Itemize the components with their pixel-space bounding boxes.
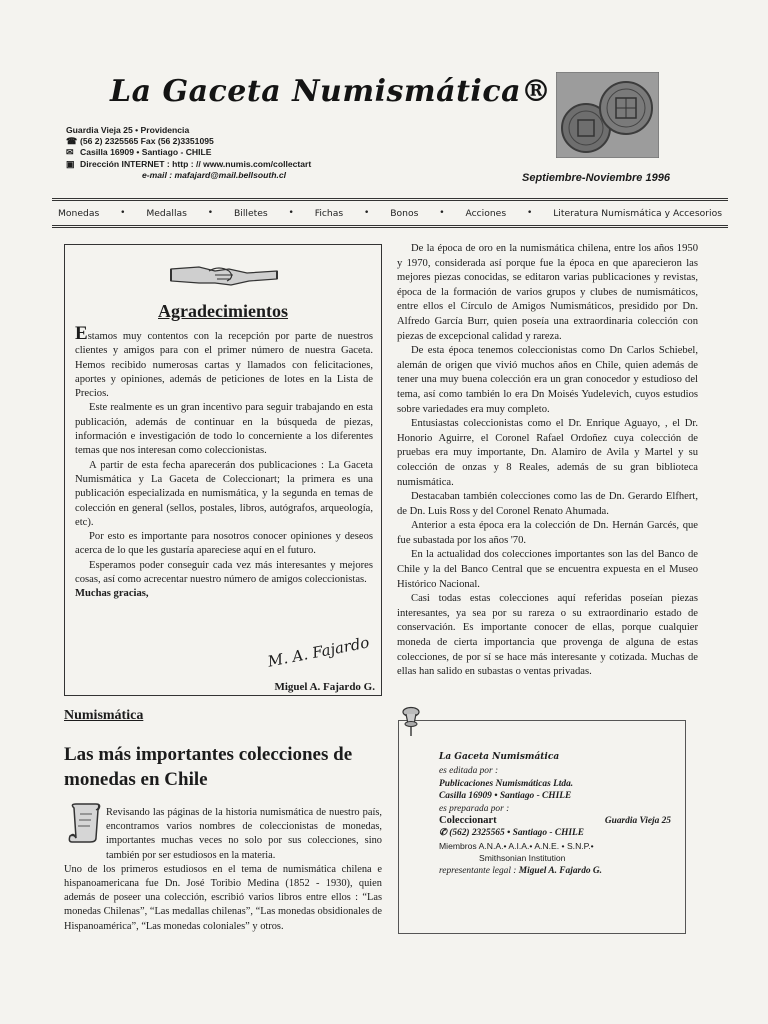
telephone-icon: ✆ bbox=[439, 828, 450, 839]
edited-by-label: es editada por : bbox=[439, 766, 499, 777]
category-acciones: Acciones bbox=[465, 207, 507, 219]
thanks-paragraph bbox=[75, 323, 373, 401]
thanks-box bbox=[64, 244, 382, 696]
preparer-row bbox=[439, 815, 671, 827]
internet-line bbox=[66, 159, 366, 170]
bullet-separator: • bbox=[364, 208, 370, 218]
history-paragraph: De esta época tenemos coleccionistas como Dn Carlos Schiebel, alemán de origen que vivió muchos años en Chile, quien además de tener una muy buena colección era un gran conocedor y estudioso del tema, así como también lo era Dn Moisés Yudelevich, cuyos estudios sobre variedades era muy completo. bbox=[397, 345, 698, 415]
email-text[interactable]: e-mail : mafajard@mail.bellsouth.cl bbox=[142, 169, 287, 180]
push-pin-icon bbox=[400, 706, 422, 736]
history-paragraph: Entusiastas coleccionistas como el Dr. Enrique Aguayo, , el Dr. Honorio Aguirre, el Coronel Rafael Ordoñez cuya colección de pruebas era muy importante, Dn. Alamiro de Avila y Martel y su colección de onzas y 8 Reales, además de su gran biblioteca numismática. bbox=[397, 418, 698, 488]
address-text: Guardia Vieja 25 • Providencia bbox=[66, 125, 190, 135]
address-line bbox=[66, 125, 366, 136]
article-body bbox=[64, 806, 382, 934]
issue-date: Septiembre-Noviembre 1996 bbox=[522, 172, 670, 184]
history-paragraph: De la época de oro en la numismática chilena, entre los años 1950 y 1970, considerada así porque fue la época en que aparecieron las mejores piezas conocidas, se editaron varias publicaciones y revistas, época de la formación de varios grupos y clubes de numismáticos, entre ellos el Círculo de Amigos Numismáticos, presidido por Dn. Alfredo García Burr, quien poseía una extraordinaria colección con piezas de excepcional calidad y rareza. bbox=[397, 243, 698, 342]
internet-text[interactable]: Dirección INTERNET : http : // www.numis.com/collectart bbox=[80, 158, 312, 169]
legal-label: representante legal : bbox=[439, 865, 517, 876]
category-monedas: Monedas bbox=[58, 207, 100, 219]
colophon-phone-line bbox=[439, 827, 671, 839]
legal-name: Miguel A. Fajardo G. bbox=[518, 865, 603, 876]
publisher-name: Publicaciones Numismáticas Ltda. bbox=[439, 778, 574, 789]
phone-line bbox=[66, 136, 366, 147]
signer-name: Miguel A. Fajardo G. bbox=[274, 681, 375, 693]
preparer-name: Coleccionart bbox=[439, 815, 497, 827]
bullet-separator: • bbox=[120, 208, 126, 218]
thanks-title: Agradecimientos bbox=[158, 301, 288, 321]
section-label: Numismática bbox=[64, 708, 144, 723]
article-paragraph: Uno de los primeros estudiosos en el tema de numismática chilena e hispanoamericana fue Dn. José Toribio Medina (1852 - 1930), quien además de poseer una colección, escribió varios libros entre ellos : “Las monedas Chilenas”, “Las medallas chilenas”, “Las monedas obsidionales de Hispanoamérica”, “Las monedas coloniales” y otros. bbox=[64, 863, 382, 932]
category-bonos: Bonos bbox=[390, 207, 419, 219]
colophon-text bbox=[439, 751, 671, 877]
history-paragraph: Destacaban también colecciones como las de Dn. Gerardo Elfhert, de Dn. Luis Ross y del Coronel Renato Ahumada. bbox=[397, 491, 698, 517]
thanks-paragraph: Por esto es importante para nosotros conocer opiniones y deseos acerca de lo que les gustaría apareciese aquí en el futuro. bbox=[75, 531, 373, 557]
handshake-icon bbox=[169, 257, 279, 291]
mailbox-icon: ✉ bbox=[66, 147, 74, 158]
history-column bbox=[397, 242, 698, 680]
prepared-by-label: es preparada por : bbox=[439, 803, 510, 814]
phone-text: (56 2) 2325565 Fax (56 2)3351095 bbox=[80, 136, 214, 147]
coins-photo-icon bbox=[556, 72, 659, 158]
publisher-address: Casilla 16909 • Santiago - CHILE bbox=[439, 791, 572, 802]
colophon-phone: (562) 2325565 • Santiago - CHILE bbox=[449, 828, 585, 839]
bullet-separator: • bbox=[439, 208, 445, 218]
preparer-address: Guardia Vieja 25 bbox=[604, 816, 671, 827]
drop-cap: E bbox=[75, 323, 88, 344]
history-paragraph: Anterior a esta época era la colección de Dn. Hernán Garcés, que fue subastada por los años '70. bbox=[397, 520, 698, 546]
history-paragraph: En la actualidad dos colecciones importantes son las del Banco de Chile y la del Banco Central que se encuentra expuesta en el Museo Histórico Nacional. bbox=[397, 549, 698, 590]
article-intro: Revisando las páginas de la historia numismática de nuestro país, encontramos varios nombres de coleccionistas de monedas, importantes muchas veces no solo por sus colecciones, sino también por ser estudiosos en la materia. bbox=[106, 807, 382, 861]
memberships: Miembros A.N.A.• A.I.A.• A.N.E. • S.N.P.• bbox=[439, 840, 594, 851]
thanks-paragraph-text: stamos muy contentos con la recepción por parte de nuestros clientes y amigos para con el primer número de nuestra Gaceta. Hemos recibido numerosas cartas y llamados con felicitaciones, aportes y opiniones, además de peticiones de lotes en la Lista de Precios. bbox=[75, 331, 373, 400]
bullet-separator: • bbox=[288, 208, 294, 218]
bullet-separator: • bbox=[207, 208, 214, 218]
signature: M. A. Fajardo bbox=[266, 633, 371, 671]
thanks-body bbox=[75, 323, 373, 602]
category-fichas: Fichas bbox=[314, 207, 344, 219]
category-literatura: Literatura Numismática y Accesorios bbox=[553, 207, 722, 219]
institution: Smithsonian Institution bbox=[479, 853, 566, 864]
telephone-icon: ☎ bbox=[66, 136, 78, 147]
thanks-paragraph: A partir de esta fecha aparecerán dos publicaciones : La Gaceta Numismática y La Gaceta de Coleccionart; la primera es una publicación especializada en numismática, y la segunda en temas de colección en general (sellos, postales, libros, autógrafos, arqueología, etc). bbox=[75, 459, 373, 528]
po-box-line bbox=[66, 147, 366, 158]
po-box-text: Casilla 16909 • Santiago - CHILE bbox=[80, 147, 212, 158]
contact-block bbox=[66, 125, 366, 181]
thanks-paragraph: Este realmente es un gran incentivo para seguir trabajando en esta publicación, además de continuar en la búsqueda de piezas, información e investigación de todo lo concerniente a los diferentes temas que nos interesan como coleccionistas. bbox=[75, 402, 373, 457]
history-paragraph: Casi todas estas colecciones aquí referidas poseían piezas interesantes, ya sea por su rareza o su extraordinario estado de conservación. Es importante conocer de ellas, porque cualquier moneda de cierta importancia que provenga de alguna de estas colecciones, de por sí se hace más interesante y cotizada. Muchas de ellas han salido en subastas o ventas privadas. bbox=[397, 593, 698, 678]
article-title: Las más importantes colecciones de monedas en Chile bbox=[64, 744, 353, 790]
colophon-box bbox=[398, 720, 686, 934]
thanks-closing: Muchas gracias, bbox=[75, 588, 149, 600]
category-band bbox=[52, 198, 728, 228]
thanks-paragraph: Esperamos poder conseguir cada vez más interesantes y mejores cosas, así como acrecentar nuestro número de amigos coleccionistas. bbox=[75, 559, 373, 586]
bullet-separator: • bbox=[527, 208, 533, 218]
computer-icon: ▣ bbox=[66, 158, 75, 169]
category-medallas: Medallas bbox=[146, 207, 187, 219]
masthead-title: La Gaceta Numismática® bbox=[110, 74, 552, 109]
legal-row bbox=[439, 865, 671, 877]
category-billetes: Billetes bbox=[233, 207, 268, 219]
colophon-brand: La Gaceta Numismática bbox=[439, 752, 560, 762]
